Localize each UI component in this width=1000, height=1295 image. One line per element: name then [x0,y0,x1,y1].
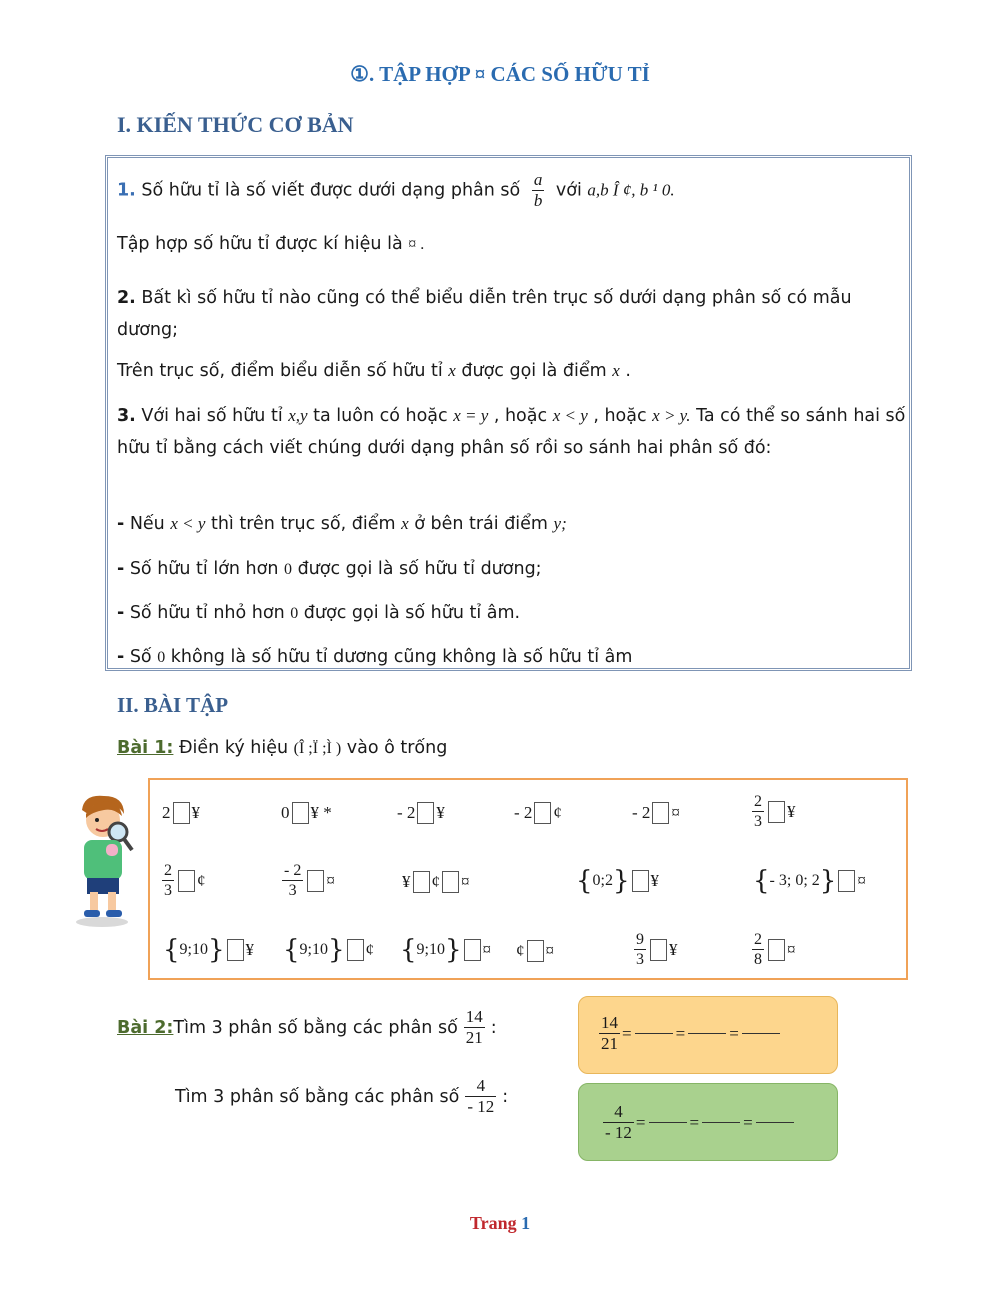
ex1-item [514,802,562,824]
denominator: 21 [465,1028,483,1047]
right-brace: } [328,935,345,965]
denominator: 3 [288,882,297,899]
set-symbol: ¤ [545,941,554,960]
denominator: - 12 [467,1097,495,1116]
answer-box[interactable] [178,870,195,892]
ex1-item [402,871,470,893]
set-elements: - 3; 0; 2 [769,872,820,889]
set-symbol: ¥ [787,801,796,821]
numerator: 4 [603,1102,634,1123]
set-elements: 9;10 [179,941,208,958]
set-symbol: ¤ [326,870,335,890]
set-symbol: ¢ [516,941,525,960]
denominator: 3 [754,813,762,830]
set-symbol: ¥ [245,940,255,959]
ex1-item [632,802,680,824]
math: x > y. [652,406,691,425]
text: với [550,180,588,201]
expr: 0 [281,803,290,822]
math: x < y [170,514,206,533]
answer-blank[interactable] [688,1033,726,1034]
numerator: 2 [164,862,172,879]
text: Nếu [124,514,171,534]
denominator: b [533,191,543,210]
text: được gọi là số hữu tỉ âm. [298,603,521,623]
page-footer [0,1213,1000,1234]
text: ở bên trái điểm [408,514,554,534]
answer-blank[interactable] [742,1033,780,1034]
text: Số hữu tỉ lớn hơn [124,559,285,579]
expr: - 2 [632,803,651,822]
text: thì trên trục số, điểm [205,514,402,534]
answer-box[interactable] [768,801,785,823]
theory-item-1-line2 [117,228,907,261]
fraction-4-minus12 [603,1102,634,1143]
fraction [752,930,764,969]
equals-sign: = [622,1023,632,1043]
numerator: 4 [465,1076,496,1097]
math-condition: a,b Î ¢, b ¹ 0. [587,180,675,200]
text: Số [124,647,158,667]
answer-box[interactable] [838,870,855,892]
exercise-2-prompt-2 [175,1076,508,1117]
set-symbol: ¥ [650,871,660,890]
text: Số hữu tỉ là số viết được dưới dạng phân số [135,180,526,201]
bullet-positive [117,553,907,586]
answer-box[interactable] [173,802,190,824]
answer-box[interactable] [442,871,459,893]
fraction [282,861,303,900]
ex1-item [576,866,659,896]
set-symbol: ¤ [671,803,680,822]
set-symbol: ¢ [431,872,440,891]
set-elements: 9;10 [299,941,328,958]
answer-panel-green [578,1083,838,1161]
numerator: 14 [465,1007,483,1026]
math: x [448,361,456,380]
text: Tìm 3 phân số bằng các phân số [175,1086,460,1107]
answer-box[interactable] [632,870,649,892]
section-heading-exercises: II. BÀI TẬP [117,693,229,717]
equation-row [601,1102,797,1143]
text: Số hữu tỉ nhỏ hơn [124,603,291,623]
text: ta luôn có hoặc [307,406,454,426]
fraction [162,861,174,900]
math: x = y [453,406,489,425]
denominator: 3 [164,882,172,899]
equation-row [597,1013,783,1054]
fraction-14-21 [464,1007,485,1048]
math: 0 [157,649,166,666]
theory-item-3 [117,400,907,464]
equals-sign: = [675,1023,686,1043]
math-symbols: (Î ;Ï ;Ì ) [293,740,342,757]
fraction [752,792,764,831]
answer-box[interactable] [768,939,785,961]
right-brace: } [819,866,837,896]
numerator: 14 [601,1013,618,1032]
set-symbol: ¢ [553,803,562,822]
fraction [634,930,646,969]
text: Ta có thể so sánh hai số hữu tỉ bằng cách viết chúng dưới dạng phân số rồi so sánh hai phân số đó: [117,406,906,458]
ex1-item [397,802,445,824]
left-brace: { [576,866,593,896]
answer-box[interactable] [464,939,481,961]
ex1-item [162,802,200,824]
theory-item-2 [117,282,907,346]
left-brace: { [753,866,770,896]
set-symbol: ¥ [191,803,200,822]
theory-item-1 [117,170,907,211]
equals-sign: = [689,1112,700,1132]
dash: - [117,559,125,579]
ex1-item [283,935,374,965]
numerator: a [533,170,543,189]
exercise-label: Bài 1: [117,738,174,758]
answer-box[interactable] [413,871,430,893]
text: Với hai số hữu tỉ [135,406,289,426]
dash: - [117,603,125,623]
ex1-item [280,861,335,900]
text: được gọi là số hữu tỉ dương; [292,559,542,579]
fraction-a-over-b [532,170,545,211]
answer-box[interactable] [227,939,244,961]
exercise-2-prompt-1 [117,1007,497,1048]
colon: : [490,1017,497,1038]
text: , hoặc [587,406,653,426]
fraction-14-21 [599,1013,620,1054]
set-symbol: ¥ [436,803,445,822]
denominator: 21 [601,1034,618,1053]
answer-blank[interactable] [635,1033,673,1034]
math: x [401,514,409,533]
dash: - [117,514,125,534]
ex1-item [632,930,678,969]
item-number: 3. [117,406,136,426]
section-heading-theory: I. KIẾN THỨC CƠ BẢN [117,112,354,137]
math: x,y [288,406,308,425]
math: 0 [290,605,299,622]
math: 0 [284,561,293,578]
right-brace: } [208,935,225,965]
set-symbol: ¢ [365,940,375,959]
item-number: 1. [117,180,136,201]
boy-with-magnifier-illustration [70,792,142,928]
math: y; [553,514,567,533]
set-symbol: ¤ [857,871,866,890]
ex1-item [753,866,866,896]
denominator: 3 [636,951,644,968]
answer-box[interactable] [292,802,309,824]
theory-item-2-line2 [117,355,907,387]
answer-box[interactable] [347,939,364,961]
ex1-item [160,861,206,900]
exercise-1-prompt [117,738,447,758]
text: Điền ký hiệu [173,738,294,758]
ex1-item [750,930,796,969]
set-symbol: ¤ [461,872,470,891]
answer-box[interactable] [652,802,669,824]
ex1-item [281,802,332,824]
set-symbol: ¥ * [310,803,332,822]
denominator: 8 [754,951,762,968]
ex1-item [400,935,491,965]
set-symbol: ¥ [402,872,411,891]
left-brace: { [283,935,300,965]
text: Tìm 3 phân số bằng các phân số [173,1017,458,1038]
page-number: 1 [521,1213,531,1233]
numerator: 2 [754,793,762,810]
answer-box[interactable] [417,802,434,824]
right-brace: } [445,935,462,965]
footer-label: Trang [469,1213,522,1233]
fraction-4-minus12 [465,1076,496,1117]
expr: - 2 [397,803,416,822]
equals-sign: = [743,1112,753,1132]
bullet-zero [117,641,907,674]
answer-panel-orange [578,996,838,1074]
set-symbol: ¤ [482,940,492,959]
numerator: - 2 [284,862,302,879]
text: không là số hữu tỉ dương cũng không là số hữu tỉ âm [165,647,633,667]
math: x [612,361,620,380]
dash: - [117,647,125,667]
left-brace: { [400,935,417,965]
math: x < y [552,406,588,425]
denominator: - 12 [605,1123,632,1142]
text: Tập hợp số hữu tỉ được kí hiệu là [117,234,409,254]
set-elements: 9;10 [416,941,445,958]
expr: - 2 [514,803,533,822]
bullet-negative [117,597,907,630]
answer-blank[interactable] [649,1122,687,1123]
text: vào ô trống [341,738,448,758]
ex1-item [163,935,254,965]
answer-box[interactable] [534,802,551,824]
set-symbol: ¥ [669,939,678,959]
equals-sign: = [729,1023,739,1043]
colon: : [502,1086,509,1107]
rational-set-symbol: ¤ . [408,236,425,253]
item-number: 2. [117,288,136,308]
ex1-item [750,792,796,831]
equals-sign: = [635,1112,646,1132]
text: được gọi là điểm [455,361,613,381]
right-brace: } [613,866,630,896]
bullet-compare [117,508,907,540]
answer-box[interactable] [527,940,544,962]
page-title: ①. TẬP HỢP ¤ CÁC SỐ HỮU TỈ [350,62,650,86]
numerator: 9 [636,931,644,948]
answer-blank[interactable] [702,1122,740,1123]
text: Bất kì số hữu tỉ nào cũng có thể biểu diễn trên trục số dưới dạng phân số có mẫu dương; [117,288,852,340]
text: Trên trục số, điểm biểu diễn số hữu tỉ [117,361,449,381]
set-symbol: ¤ [787,939,796,959]
text: , hoặc [488,406,553,426]
expr: 2 [162,803,171,822]
answer-box[interactable] [650,939,667,961]
numerator: 2 [754,931,762,948]
text: . [619,361,631,381]
set-elements: 0;2 [592,872,613,889]
exercise-label: Bài 2: [117,1017,174,1038]
ex1-item [516,940,554,962]
left-brace: { [163,935,180,965]
answer-blank[interactable] [756,1122,794,1123]
answer-box[interactable] [307,870,324,892]
set-symbol: ¢ [197,870,206,890]
